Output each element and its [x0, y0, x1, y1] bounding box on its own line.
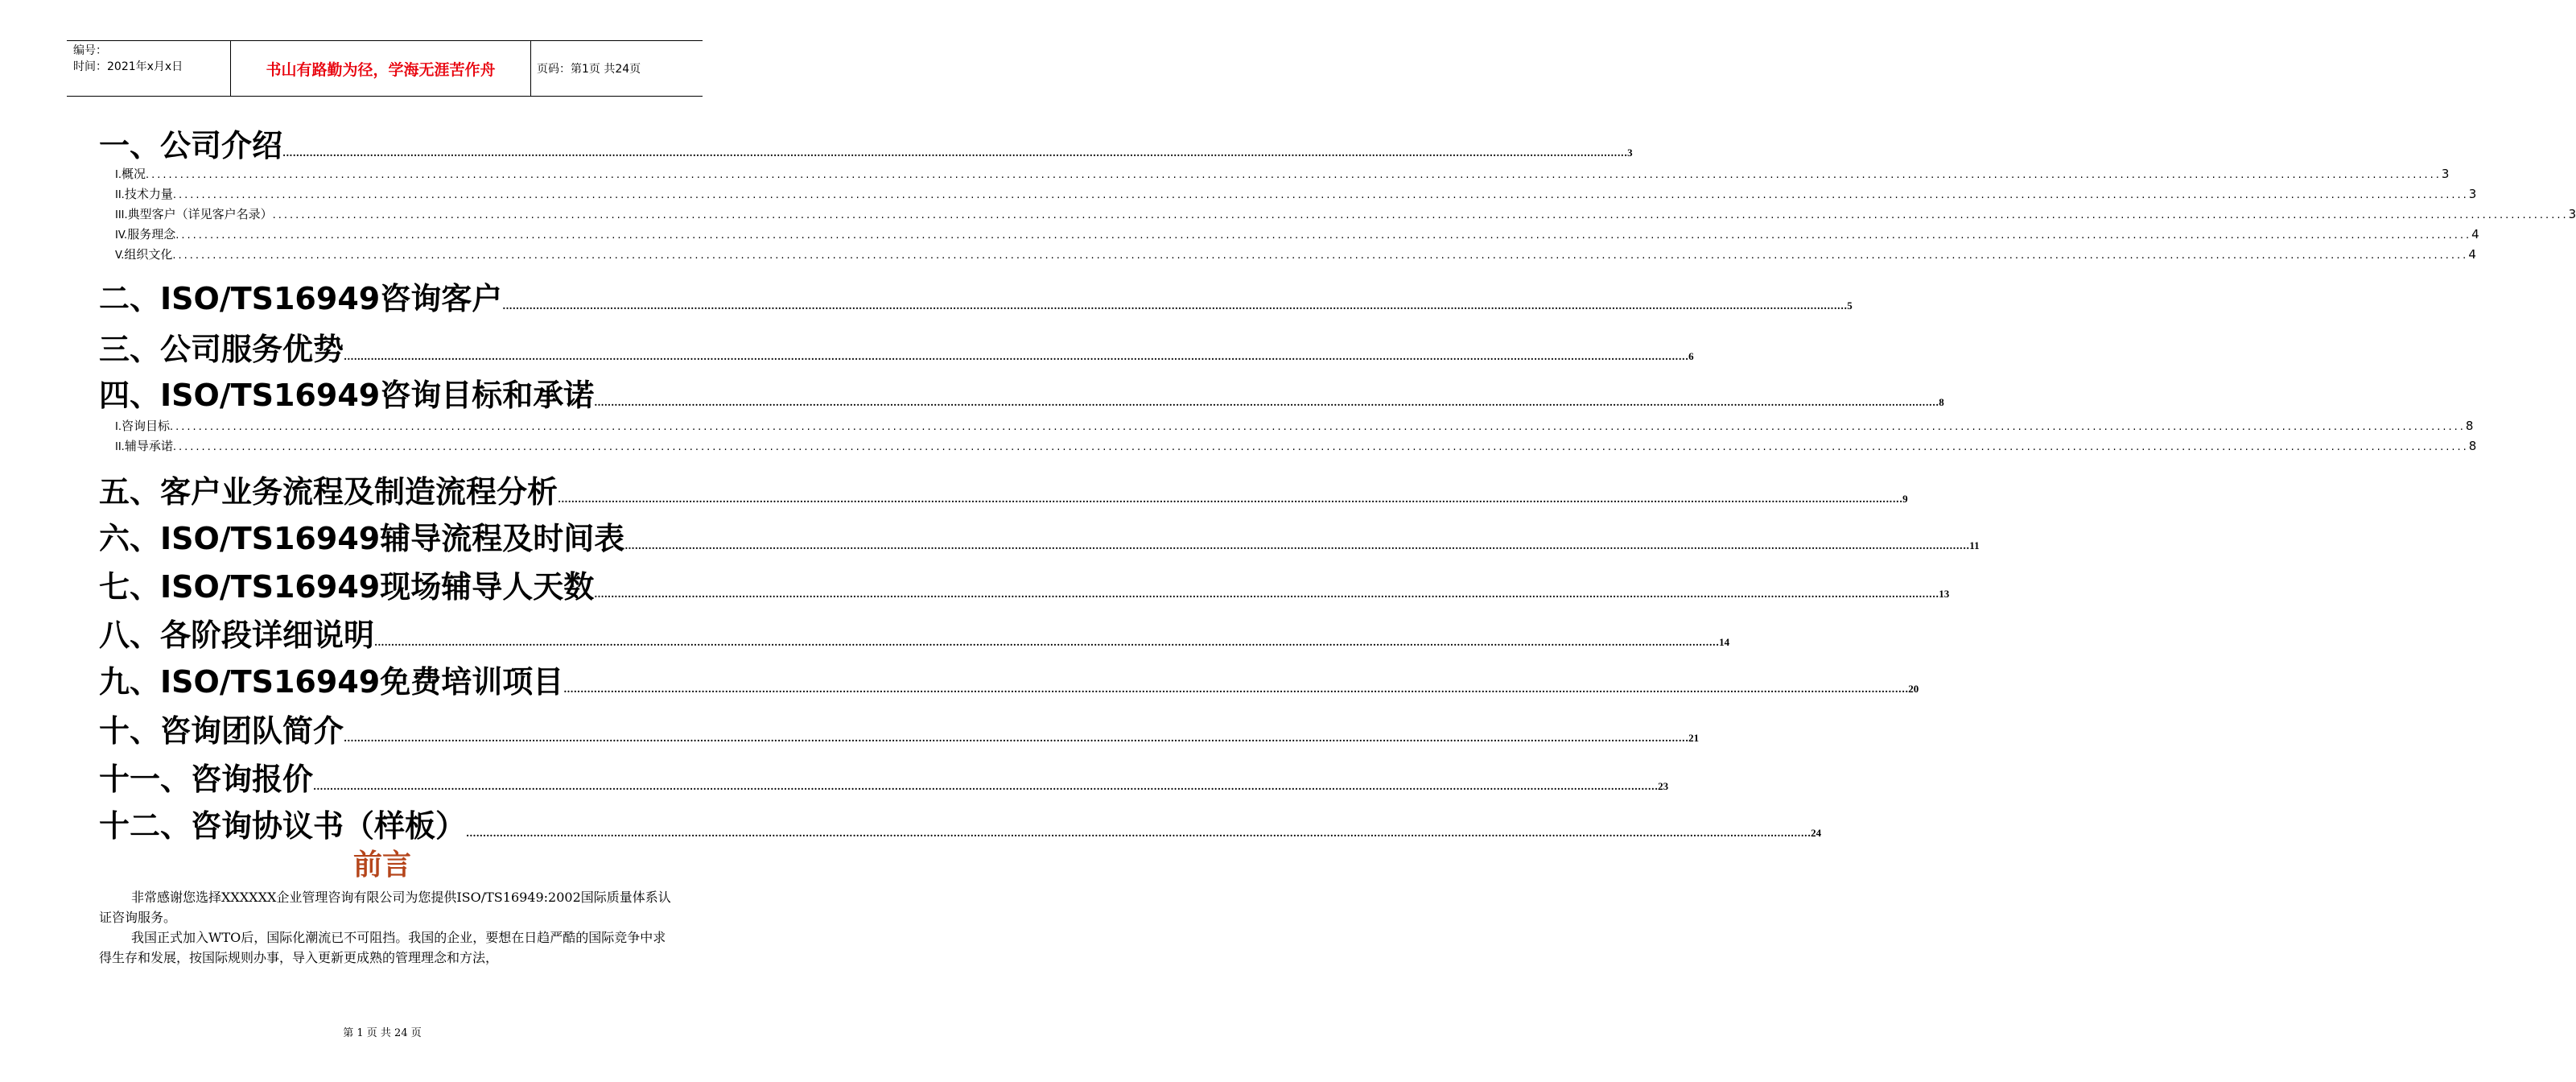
toc-sub-list-company: [99, 165, 2576, 266]
toc-entry-title: 公司介绍: [160, 128, 283, 163]
toc-entry-title: ISO/TS16949免费培训项目: [160, 664, 564, 700]
toc-entry-title: 公司服务优势: [160, 332, 344, 367]
toc-leader-dots: ................................................................................................................................................................................................................................................................................................................................................................................................................: [172, 189, 2469, 201]
toc-subentry-number: IV.: [115, 229, 128, 242]
preface-paragraph-1: [99, 887, 672, 927]
toc-subentry-title: 组织文化: [124, 247, 173, 262]
toc-entry-number: 十一、: [99, 762, 192, 797]
toc-entry-title: 各阶段详细说明: [160, 617, 375, 653]
toc-entry-title: ISO/TS16949现场辅导人天数: [160, 569, 595, 605]
toc-leader-dots: ................................................................................................................................................................................................................................................................................................................................................................................................................: [145, 169, 2442, 181]
toc-entry[interactable]: [99, 706, 1700, 750]
toc-entry-title: 客户业务流程及制造流程分析: [160, 474, 558, 510]
preface-paragraph-2: [99, 927, 672, 968]
toc-entry[interactable]: [99, 801, 1822, 845]
toc-entry-title: ISO/TS16949咨询客户: [160, 281, 503, 316]
toc-leader-dots: ................................................................................................................................................................................................................................................................................................................................................................................................................: [594, 588, 1939, 600]
toc-leader-dots: ................................................................................................................................................................................................................................................................................................................................................................................................................: [282, 147, 1628, 159]
toc-subentry-page: 3: [2468, 187, 2477, 201]
toc-subentry-title: 咨询目标: [121, 419, 170, 433]
toc-subentry-title: 概况: [121, 167, 146, 181]
toc-entry-page: 23: [1658, 780, 1669, 792]
time-label: 时间：2021年x月x日: [73, 60, 183, 73]
toc-entry[interactable]: [99, 610, 1730, 655]
toc-subentry-title: 服务理念: [127, 227, 176, 242]
toc-subentry[interactable]: [99, 165, 2450, 185]
toc-sub-list-goals: [99, 417, 2477, 457]
toc-entry-page: 13: [1939, 588, 1950, 600]
toc-entry-number: 五、: [99, 474, 161, 510]
toc-leader-dots: ................................................................................................................................................................................................................................................................................................................................................................................................................: [344, 351, 1689, 362]
toc-leader-dots: ................................................................................................................................................................................................................................................................................................................................................................................................................: [594, 397, 1939, 408]
toc-subentry-title: 辅导承诺: [124, 439, 173, 453]
toc-entry-number: 一、: [99, 128, 161, 163]
toc-leader-dots: ................................................................................................................................................................................................................................................................................................................................................................................................................: [344, 733, 1689, 744]
toc-subentry-page: 8: [2468, 439, 2477, 453]
toc-leader-dots: ................................................................................................................................................................................................................................................................................................................................................................................................................: [169, 421, 2466, 433]
toc-leader-dots: ................................................................................................................................................................................................................................................................................................................................................................................................................: [502, 300, 1848, 312]
toc-leader-dots: ................................................................................................................................................................................................................................................................................................................................................................................................................: [563, 683, 1909, 695]
toc-subentry-page: 8: [2465, 419, 2474, 433]
toc-entry-number: 二、: [99, 281, 161, 316]
toc-entry-page: 11: [1969, 539, 1980, 551]
toc-leader-dots: ................................................................................................................................................................................................................................................................................................................................................................................................................: [272, 209, 2569, 221]
toc-entry-number: 三、: [99, 332, 161, 367]
toc-entry-page: 8: [1939, 396, 1944, 408]
toc-subentry[interactable]: [99, 437, 2477, 457]
toc-subentry[interactable]: [99, 246, 2476, 266]
toc-entry-number: 十、: [99, 713, 161, 749]
toc-leader-dots: ................................................................................................................................................................................................................................................................................................................................................................................................................: [313, 781, 1659, 792]
toc-entry-page: 21: [1688, 732, 1700, 744]
header-motto: 书山有路勤为径，学海无涯苦作舟: [230, 41, 531, 96]
toc-subentry-number: V.: [115, 250, 125, 262]
toc-entry[interactable]: [99, 514, 1980, 558]
toc-entry-title: ISO/TS16949辅导流程及时间表: [160, 521, 625, 556]
page-header: [67, 40, 703, 97]
toc-subentry-page: 4: [2471, 227, 2479, 242]
toc-entry[interactable]: [99, 657, 1919, 701]
toc-subentry[interactable]: [99, 205, 2576, 225]
toc-subentry-title: 典型客户（详见客户名录）: [127, 207, 273, 221]
toc-subentry[interactable]: [99, 185, 2477, 205]
toc-subentry[interactable]: [99, 417, 2474, 437]
toc-entry-number: 十二、: [99, 808, 192, 844]
preface-text-2: 我国正式加入WTO后，国际化潮流已不可阻挡。我国的企业，要想在日趋严酷的国际竞争中求得生存和发展，按国际规则办事，导入更新更成熟的管理理念和方法，: [99, 930, 666, 965]
number-label: 编号：: [73, 44, 107, 57]
toc-subentry-number: I.: [115, 169, 122, 181]
toc-entry-title: ISO/TS16949咨询目标和承诺: [160, 378, 595, 413]
toc-entry-number: 七、: [99, 569, 161, 605]
toc-leader-dots: ................................................................................................................................................................................................................................................................................................................................................................................................................: [172, 441, 2469, 453]
toc-leader-dots: ................................................................................................................................................................................................................................................................................................................................................................................................................: [374, 637, 1720, 648]
toc-entry-number: 四、: [99, 378, 161, 413]
toc-subentry-page: 3: [2441, 167, 2450, 181]
toc-subentry-number: I.: [115, 421, 122, 433]
toc-subentry[interactable]: [99, 225, 2479, 246]
toc-entry-page: 3: [1627, 147, 1633, 159]
toc-leader-dots: ................................................................................................................................................................................................................................................................................................................................................................................................................: [175, 229, 2472, 242]
toc-entry-page: 24: [1811, 827, 1822, 839]
toc-subentry-number: II.: [115, 189, 125, 201]
preface-text-1: 非常感谢您选择XXXXXX企业管理咨询有限公司为您提供ISO/TS16949:2002国际质量体系认证咨询服务。: [99, 890, 671, 925]
toc-entry[interactable]: [99, 467, 1908, 511]
toc-entry-page: 14: [1719, 636, 1730, 648]
toc-entry-number: 八、: [99, 617, 161, 653]
toc-leader-dots: ................................................................................................................................................................................................................................................................................................................................................................................................................: [172, 250, 2469, 262]
header-page-info: 页码：第1页 共24页: [537, 63, 641, 76]
toc-entry-page: 5: [1847, 299, 1853, 312]
toc-entry-page: 9: [1902, 493, 1908, 505]
toc-entry[interactable]: [99, 370, 1944, 415]
toc-leader-dots: ................................................................................................................................................................................................................................................................................................................................................................................................................: [558, 494, 1903, 505]
toc-entry[interactable]: [99, 274, 1853, 318]
toc-entry[interactable]: [99, 754, 1669, 799]
toc-entry[interactable]: [99, 562, 1950, 606]
toc-subentry-number: II.: [115, 441, 125, 453]
page-footer: 第 1 页 共 24 页: [343, 1027, 422, 1039]
toc-entry-title: 咨询团队简介: [160, 713, 344, 749]
toc-entry[interactable]: [99, 121, 1633, 165]
toc-entry-number: 九、: [99, 664, 161, 700]
toc-entry-title: 咨询报价: [191, 762, 314, 797]
toc-entry-page: 20: [1908, 683, 1919, 695]
toc-leader-dots: ................................................................................................................................................................................................................................................................................................................................................................................................................: [624, 540, 1970, 551]
preface-title: 前言: [352, 849, 411, 882]
toc-entry-title: 咨询协议书（样板）: [191, 808, 467, 844]
toc-leader-dots: ................................................................................................................................................................................................................................................................................................................................................................................................................: [466, 828, 1811, 839]
toc-subentry-number: III.: [115, 209, 128, 221]
toc-subentry-title: 技术力量: [124, 187, 173, 201]
toc-entry-number: 六、: [99, 521, 161, 556]
toc-entry-page: 6: [1688, 350, 1694, 362]
header-meta: [73, 43, 183, 75]
toc-subentry-page: 4: [2468, 247, 2476, 262]
toc-entry[interactable]: [99, 324, 1694, 369]
toc-subentry-page: 3: [2568, 207, 2576, 221]
